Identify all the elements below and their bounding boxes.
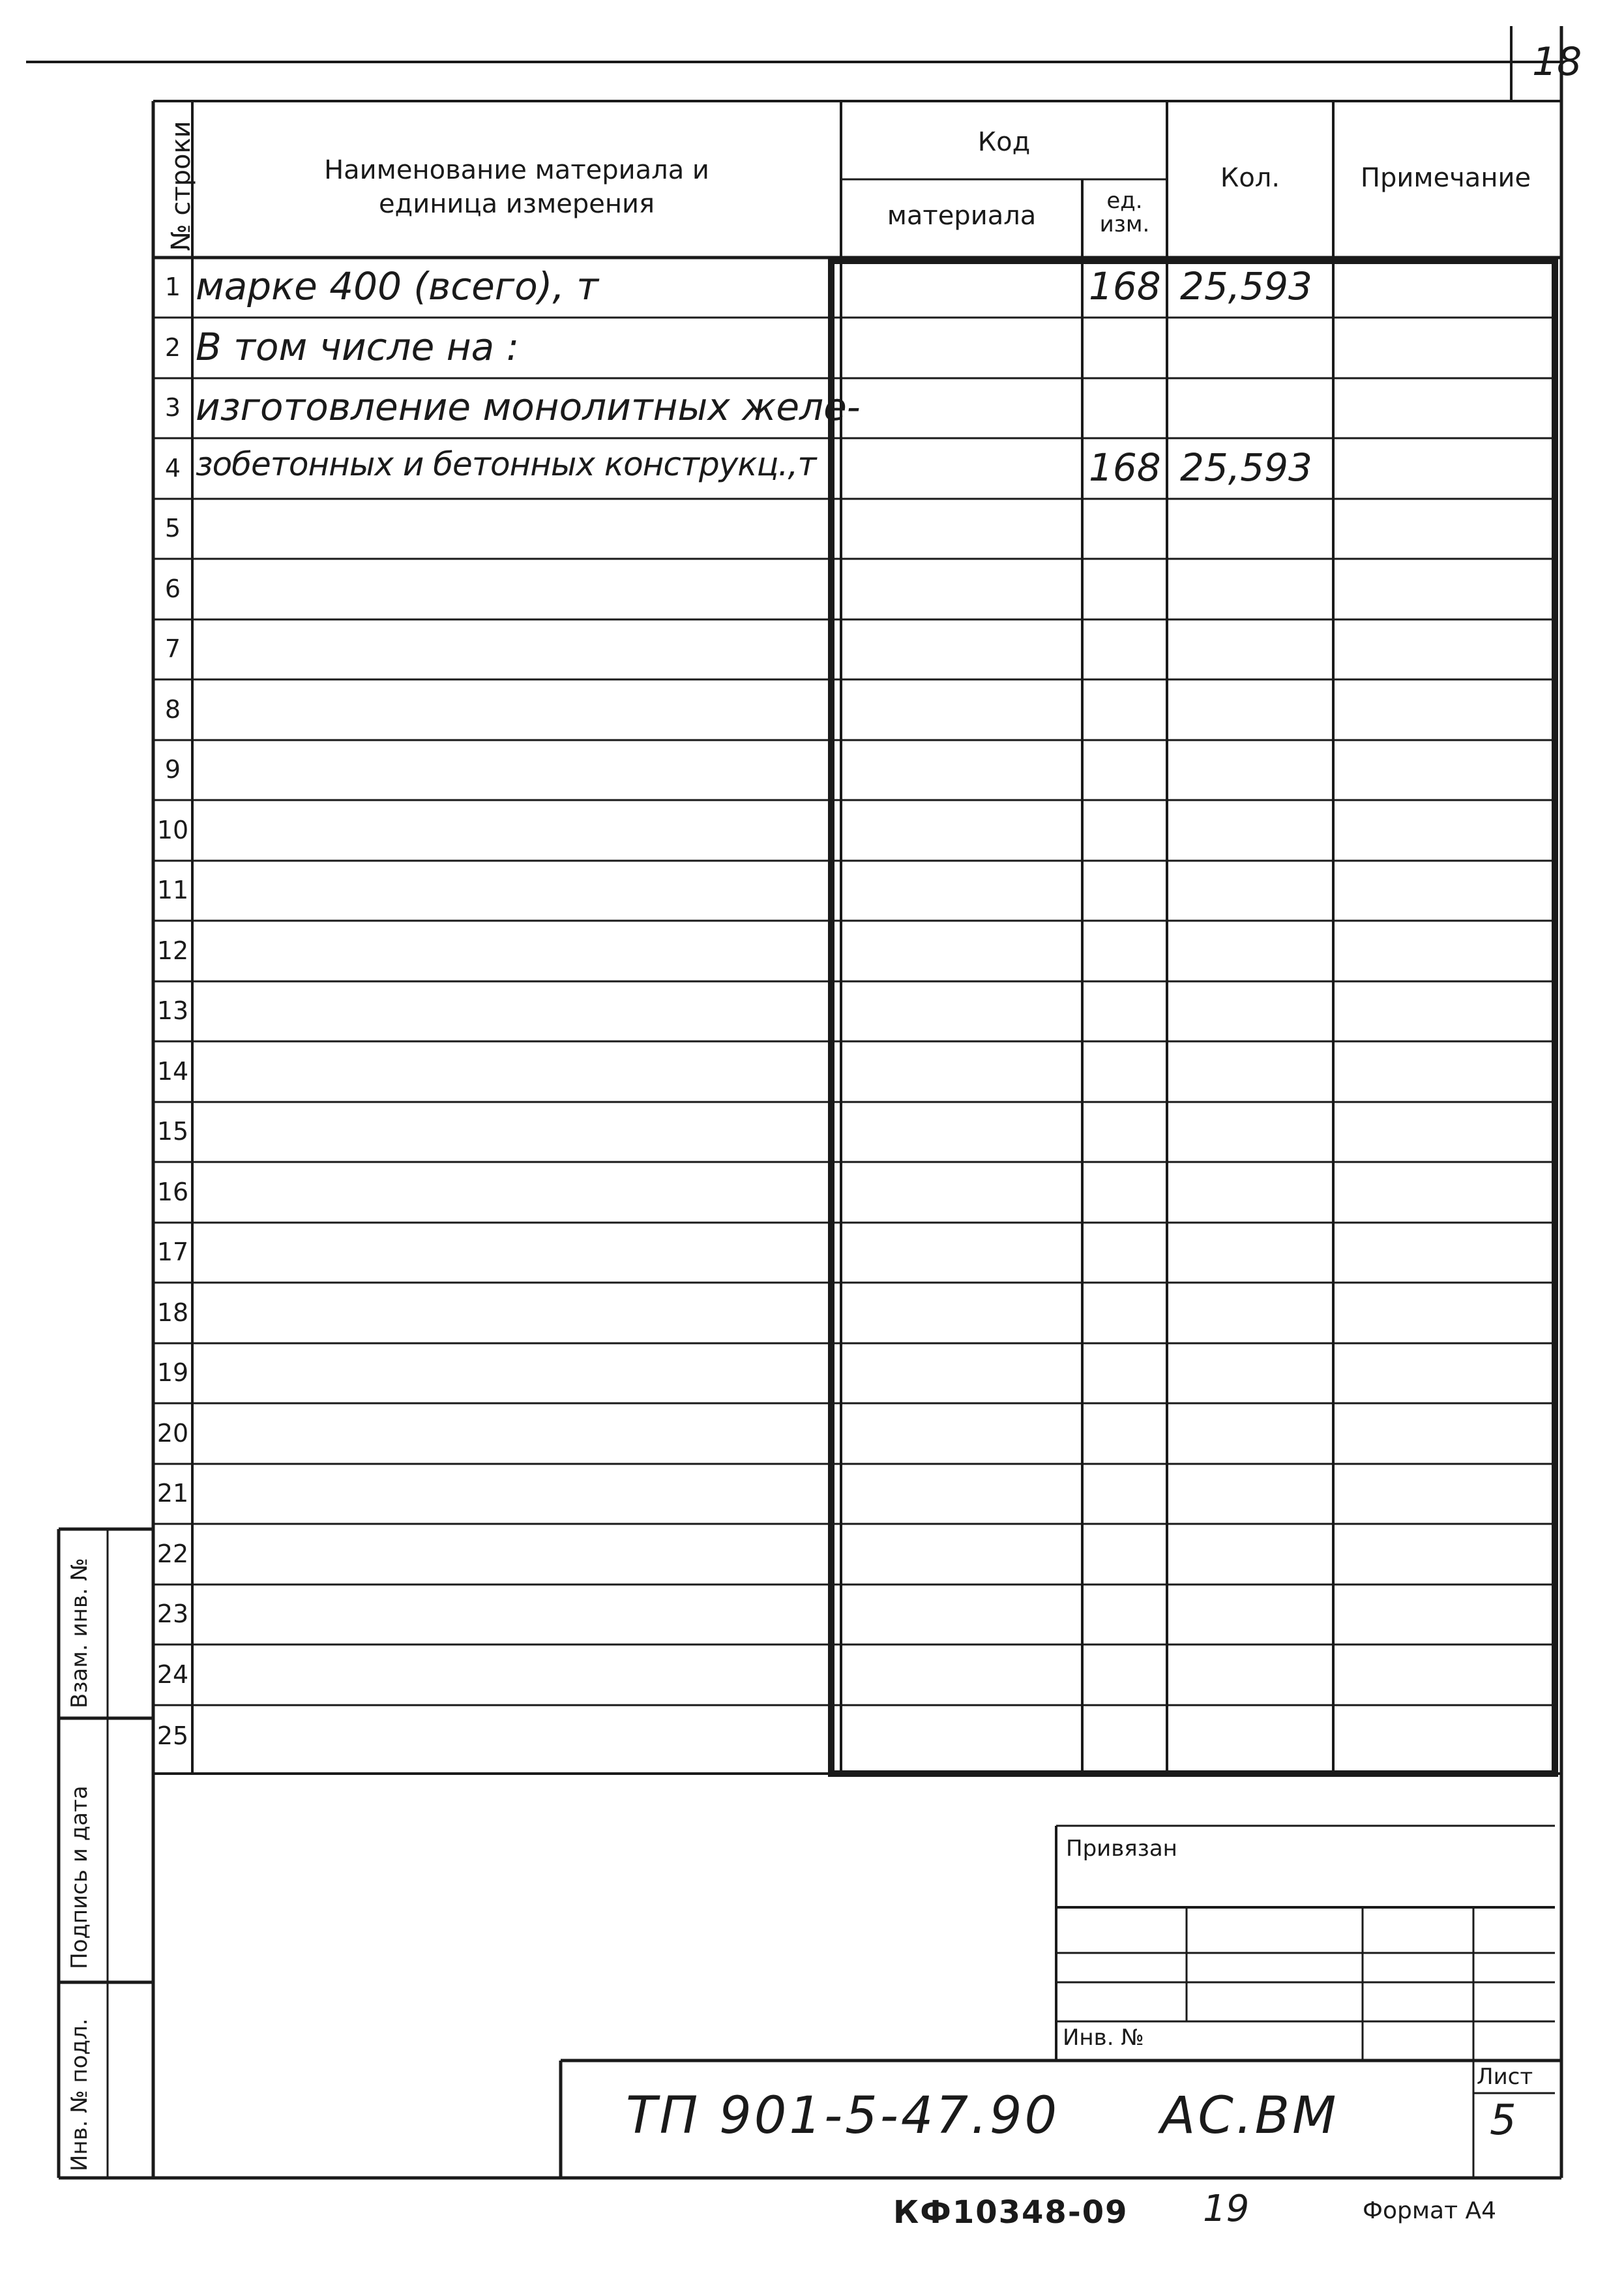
row-number: 24 (156, 1660, 189, 1689)
row-number: 23 (156, 1600, 189, 1628)
row-number: 25 (156, 1721, 189, 1750)
stamp-replaced-inv-no: Взам. инв. № (66, 1558, 93, 1708)
row-number: 10 (156, 816, 189, 844)
stamp-original-inv-no: Инв. № подл. (66, 2018, 93, 2171)
row-1-unit: 168 (1089, 264, 1161, 308)
row-4-qty: 25,593 (1180, 445, 1312, 490)
row-1-name: марке 400 (всего), т (196, 264, 599, 308)
row-4-unit: 168 (1089, 445, 1161, 490)
row-number: 8 (164, 695, 181, 724)
row-number: 16 (156, 1178, 189, 1206)
col-header-code: Код (977, 127, 1031, 157)
col-header-qty: Кол. (1220, 163, 1280, 193)
row-number: 4 (164, 454, 181, 483)
col-header-name-line1: Наименование материала и (324, 155, 709, 185)
row-number: 12 (156, 936, 189, 965)
bound-label: Привязан (1066, 1836, 1177, 1862)
col-header-unit-line1: ед. (1106, 188, 1143, 214)
row-1-qty: 25,593 (1180, 264, 1312, 308)
row-number: 15 (156, 1117, 189, 1146)
archive-number: КФ10348-09 (893, 2194, 1129, 2231)
row-3-name: изготовление монолитных желе- (196, 385, 861, 429)
col-header-row-number: № строки (166, 121, 196, 251)
row-number: 17 (156, 1238, 189, 1266)
row-number: 20 (156, 1419, 189, 1448)
col-header-material-code: материала (887, 201, 1037, 231)
row-number: 6 (164, 574, 181, 603)
col-header-note: Примечание (1360, 163, 1531, 193)
row-number: 13 (156, 996, 189, 1025)
stamp-signature-date: Подпись и дата (66, 1785, 93, 1969)
row-number: 7 (164, 634, 181, 663)
row-number: 18 (156, 1298, 189, 1327)
row-2-name: В том числе на : (196, 325, 520, 369)
row-number: 11 (156, 876, 189, 904)
row-number: 9 (164, 755, 181, 784)
row-number: 5 (164, 514, 181, 543)
row-4-name: зобетонных и бетонных конструкц.,т (196, 445, 816, 483)
col-header-unit (1082, 189, 1167, 236)
row-number: 14 (156, 1057, 189, 1086)
row-number: 1 (164, 273, 181, 301)
row-number: 22 (156, 1540, 189, 1568)
format-label: Формат А4 (1363, 2197, 1497, 2224)
row-number: 2 (164, 333, 181, 362)
sheet-number: 5 (1490, 2096, 1519, 2145)
col-header-name (196, 153, 838, 221)
inv-no-label: Инв. № (1063, 2025, 1144, 2051)
row-number: 21 (156, 1479, 189, 1508)
document-code: ТП 901-5-47.90 (626, 2087, 1060, 2145)
col-header-unit-line2: изм. (1099, 211, 1150, 237)
col-header-name-line2: единица измерения (378, 189, 655, 219)
sheet-corner-number: 18 (1532, 39, 1582, 85)
sheet-label: Лист (1477, 2064, 1533, 2090)
document-section: АС.ВМ (1160, 2087, 1339, 2145)
row-number: 19 (156, 1358, 189, 1387)
archive-page: 19 (1203, 2188, 1250, 2230)
row-number: 3 (164, 393, 181, 422)
